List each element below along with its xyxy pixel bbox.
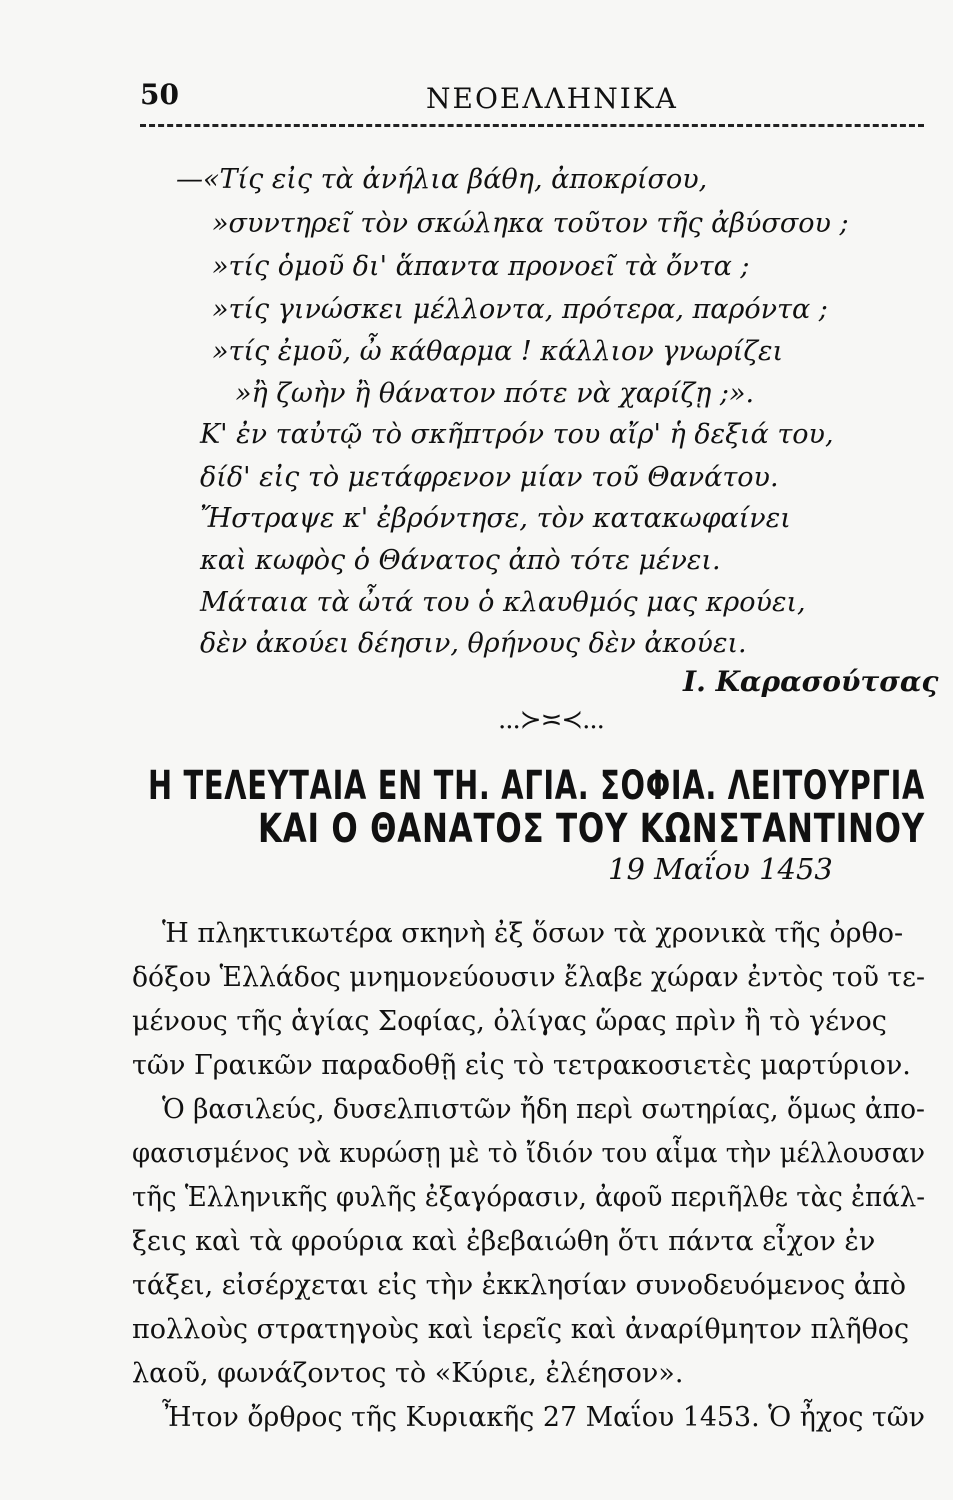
article-line: τῆς Ἑλληνικῆς φυλῆς ἐξαγόρασιν, ἀφοῦ περιῆλθε τὰς ἐπάλ- (132, 1182, 925, 1213)
article-title-line-2: ΚΑΙ Ο ΘΑΝΑΤΟΣ ΤΟΥ ΚΩΝΣΤΑΝΤΙΝΟΥ (258, 806, 925, 852)
article-line: Ὁ βασιλεύς, δυσελπιστῶν ἤδη περὶ σωτηρίας, ὅμως ἀπο- (162, 1094, 925, 1125)
poem-line: »τίς γινώσκει μέλλοντα, πρότερα, παρόντα ; (212, 294, 828, 325)
article-line: φασισμένος νὰ κυρώσῃ μὲ τὸ ἴδιόν του αἷμα τὴν μέλλουσαν (132, 1138, 925, 1169)
article-date: 19 Μαΐου 1453 (608, 852, 833, 886)
running-head: ΝΕΟΕΛΛΗΝΙΚΑ (426, 82, 678, 115)
article-line: ξεις καὶ τὰ φρούρια καὶ ἐβεβαιώθη ὅτι πάντα εἶχον ἐν (132, 1226, 876, 1257)
poem-line: δίδ' εἰς τὸ μετάφρενον μίαν τοῦ Θανάτου. (200, 462, 779, 493)
article-line: πολλοὺς στρατηγοὺς καὶ ἱερεῖς καὶ ἀναρίθμητον πλῆθος (132, 1314, 910, 1345)
poem-line: »τίς ἐμοῦ, ὦ κάθαρμα ! κάλλιον γνωρίζει (212, 336, 784, 367)
poem-line: Ἤστραψε κ' ἐβρόντησε, τὸν κατακωφαίνει (200, 503, 791, 534)
poem-line: »τίς ὁμοῦ δι' ἅπαντα προνοεῖ τὰ ὄντα ; (212, 251, 750, 282)
article-line: λαοῦ, φωνάζοντος τὸ «Κύριε, ἐλέησον». (132, 1358, 684, 1389)
poem-line: Κ' ἐν ταὐτῷ τὸ σκῆπτρόν του αἴρ' ἡ δεξιά του, (200, 419, 834, 450)
poem-line: καὶ κωφὸς ὁ Θάνατος ἀπὸ τότε μένει. (200, 545, 721, 576)
header-rule (140, 124, 924, 127)
article-line: τάξει, εἰσέρχεται εἰς τὴν ἐκκλησίαν συνοδευόμενος ἀπὸ (132, 1270, 907, 1301)
article-line: μένους τῆς ἁγίας Σοφίας, ὀλίγας ὥρας πρὶν ἢ τὸ γένος (132, 1006, 887, 1037)
article-line: Ἦτον ὄρθρος τῆς Κυριακῆς 27 Μαΐου 1453. Ὁ ἦχος τῶν (162, 1402, 925, 1433)
poem-line: »ἢ ζωὴν ἢ θάνατον πότε νὰ χαρίζῃ ;». (235, 378, 755, 409)
page-number: 50 (140, 78, 179, 111)
section-ornament: ...≻≍≺... (498, 705, 604, 735)
article-line: Ἡ πληκτικωτέρα σκηνὴ ἐξ ὅσων τὰ χρονικὰ τῆς ὀρθο- (162, 918, 904, 949)
poem-line: »συντηρεῖ τὸν σκώληκα τοῦτον τῆς ἀβύσσου ; (212, 208, 849, 239)
poem-line: δὲν ἀκούει δέησιν, θρήνους δὲν ἀκούει. (200, 628, 747, 659)
article-line: τῶν Γραικῶν παραδοθῇ εἰς τὸ τετρακοσιετὲς μαρτύριον. (132, 1050, 911, 1081)
article-title-line-1: Η ΤΕΛΕΥΤΑΙΑ ΕΝ ΤΗ. ΑΓΙΑ. ΣΟΦΙΑ. ΛΕΙΤΟΥΡΓΙΑ (148, 763, 925, 809)
poem-line: Μάταια τὰ ὦτά του ὁ κλαυθμός μας κρούει, (200, 587, 806, 618)
poem-line: —«Τίς εἰς τὰ ἀνήλια βάθη, ἀποκρίσου, (176, 164, 708, 195)
poem-author: Ι. Καρασούτσας (683, 665, 939, 698)
article-line: δόξου Ἑλλάδος μνημονεύουσιν ἔλαβε χώραν ἐντὸς τοῦ τε- (132, 962, 925, 993)
